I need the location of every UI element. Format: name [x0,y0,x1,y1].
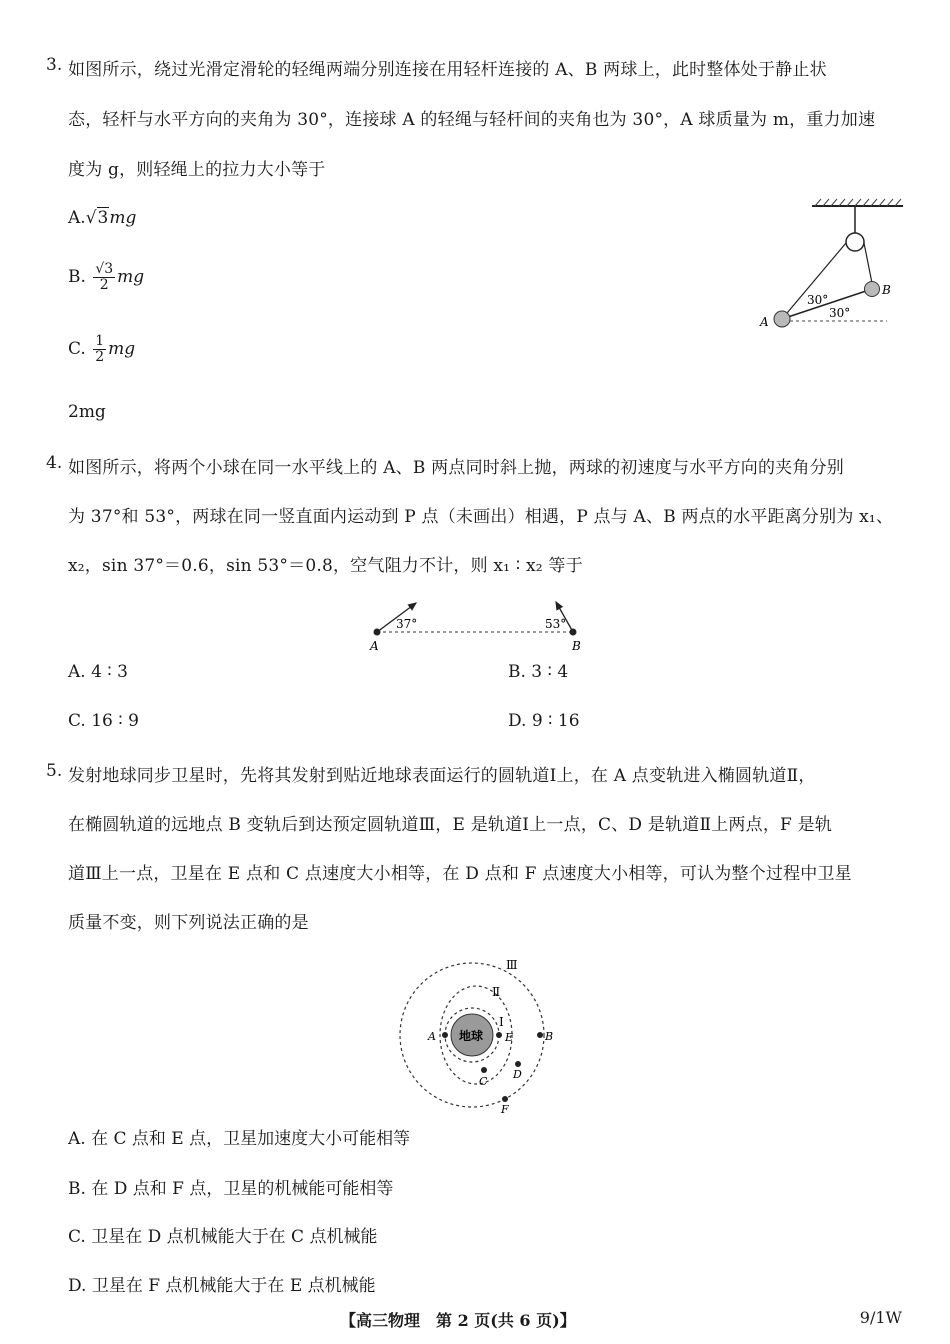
q4-option-c[interactable]: C. 16 ∶ 9 [68,711,139,731]
q3-stem-line-1: 如图所示，绕过光滑定滑轮的轻绳两端分别连接在用轻杆连接的 A、B 两球上，此时整体处于静止状 [68,60,827,80]
q4-option-b[interactable]: B. 3 ∶ 4 [508,662,569,682]
label-d: D [513,1068,522,1081]
q5-orbit-figure [395,954,560,1116]
q3-stem-line-3: 度为 g，则轻绳上的拉力大小等于 [68,160,326,180]
q3-option-b-denominator: 2 [99,277,109,293]
q3-option-b[interactable] [68,262,144,293]
q4-projectile-figure [360,596,590,658]
point-c [481,1067,487,1073]
page-footer-title: 【高三物理 第 2 页(共 6 页)】 [340,1311,576,1330]
q5-stem-line-2: 在椭圆轨道的远地点 B 变轨后到达预定圆轨道Ⅲ，E 是轨道Ⅰ上一点，C、D 是轨道Ⅱ上两点，F 是轨 [68,815,833,835]
q3-option-b-fraction [93,262,115,293]
rope-to-b [864,243,872,283]
q3-stem-line-2: 态，轻杆与水平方向的夹角为 30°，连接球 A 的轻绳与轻杆间的夹角也为 30°，A 球质量为 m，重力加速 [68,110,876,130]
q3-option-c-numerator: 1 [95,333,105,349]
page-footer-code: 9/1W [859,1308,902,1327]
label-f: F [501,1103,509,1116]
q3-option-c[interactable] [68,334,135,365]
q3-option-d-text: 2mg [68,402,106,422]
earth-label: 地球 [459,1029,484,1043]
q3-option-a-radicand: 3 [97,208,109,228]
q5-stem-line-3: 道Ⅲ上一点，卫星在 E 点和 C 点速度大小相等，在 D 点和 F 点速度大小相等，可认为整个过程中卫星 [68,864,852,884]
q3-angle-label-2: 30° [829,306,851,320]
label-b: B [545,1030,554,1043]
pulley-wheel [846,233,864,251]
point-b [570,629,577,636]
q5-option-d[interactable]: D. 卫星在 F 点机械能大于在 E 点机械能 [68,1276,376,1296]
label-orbit-2: Ⅱ [492,985,501,999]
q5-stem-line-4: 质量不变，则下列说法正确的是 [68,913,309,933]
q3-option-c-label: C. [68,339,86,359]
q4-option-d[interactable]: D. 9 ∶ 16 [508,711,580,731]
q4-label-a: A [370,639,379,653]
q5-number: 5. [46,761,63,781]
q4-angle-a: 37° [396,617,418,631]
ball-b [865,282,880,297]
q3-option-b-numerator: √3 [95,261,114,277]
q5-option-b[interactable]: B. 在 D 点和 F 点，卫星的机械能可能相等 [68,1179,394,1199]
q4-stem-line-2: 为 37°和 53°，两球在同一竖直面内运动到 P 点（未画出）相遇，P 点与 A、B 两点的水平距离分别为 x₁、 [68,507,894,527]
q3-label-a: A [760,315,769,329]
q4-label-b: B [572,639,581,653]
q4-option-a[interactable]: A. 4 ∶ 3 [68,662,128,682]
point-a [442,1032,448,1038]
q5-option-a[interactable]: A. 在 C 点和 E 点，卫星加速度大小可能相等 [68,1129,411,1149]
q3-option-c-fraction [93,334,106,365]
label-orbit-1: Ⅰ [499,1015,504,1029]
q3-pulley-figure [755,196,905,336]
q4-stem-line-3: x₂，sin 37°＝0.6，sin 53°＝0.8，空气阻力不计，则 x₁ ∶ x₂ 等于 [68,556,583,576]
q4-number: 4. [46,453,63,473]
label-e: E [505,1031,514,1044]
q3-option-c-unit: mg [108,339,136,359]
q3-number: 3. [46,55,63,75]
q3-option-a[interactable]: A.√3mg [68,208,137,228]
q3-option-a-unit: mg [109,208,137,228]
q4-angle-b: 53° [545,617,567,631]
q3-option-a-label: A. [68,208,86,228]
q4-stem-line-1: 如图所示，将两个小球在同一水平线上的 A、B 两点同时斜上抛，两球的初速度与水平方向的夹角分别 [68,458,844,478]
q3-option-b-unit: mg [117,267,145,287]
point-b [537,1032,543,1038]
point-a [374,629,381,636]
q5-option-c[interactable]: C. 卫星在 D 点机械能大于在 C 点机械能 [68,1227,378,1247]
label-orbit-3: Ⅲ [506,958,518,972]
ceiling-hatch [815,199,901,206]
point-f [502,1096,508,1102]
q5-stem-line-1: 发射地球同步卫星时，先将其发射到贴近地球表面运行的圆轨道Ⅰ上，在 A 点变轨进入椭圆轨道Ⅱ， [68,766,816,786]
q3-angle-label-1: 30° [807,293,829,307]
point-d [515,1061,521,1067]
q3-option-b-label: B. [68,267,86,287]
q3-option-d[interactable] [68,402,106,422]
ball-a [774,311,790,327]
point-e [496,1032,502,1038]
q3-label-b: B [882,283,891,297]
q3-option-c-denominator: 2 [95,349,105,365]
label-c: C [479,1075,488,1088]
label-a: A [428,1030,436,1043]
